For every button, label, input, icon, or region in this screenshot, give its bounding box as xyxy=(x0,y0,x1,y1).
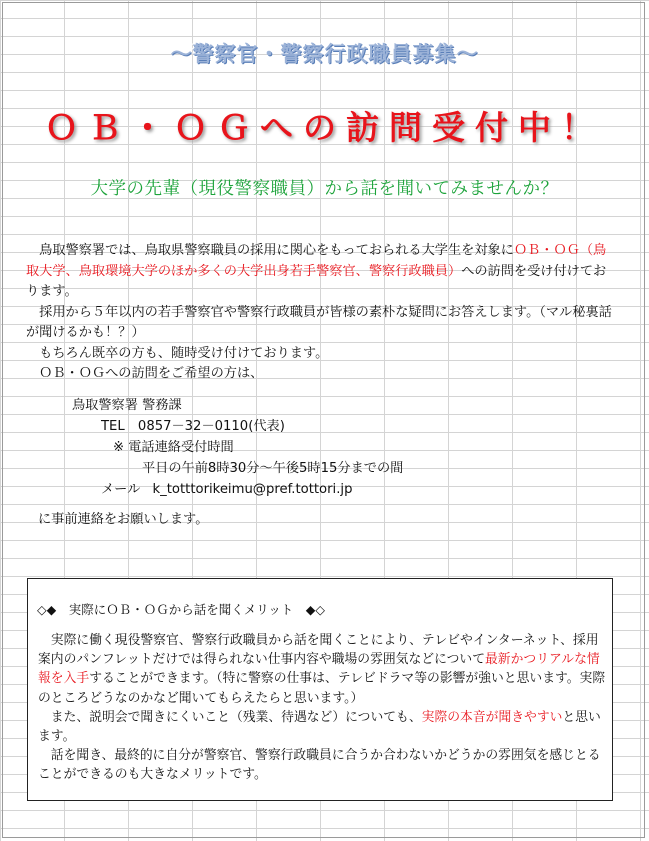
mail-address[interactable]: k_totttorikeimu@pref.tottori.jp xyxy=(152,482,353,497)
contact-office: 鳥取警察署 警務課 xyxy=(72,398,182,413)
intro-paragraph-3: もちろん既卒の方も、随時受け付けております。 xyxy=(26,345,329,361)
contact-hours-label: ※ 電話連絡受付時間 xyxy=(113,440,234,455)
intro-paragraph-1: 鳥取警察署では、鳥取県警察職員の採用に関心をもっておられる大学生を対象にＯＢ・ＯＧ（鳥取大学、鳥取環境大学のほか多くの大学出身若手警察官、警察行政職員）への訪問を受け付けております。 xyxy=(26,243,607,299)
contact-phone[interactable]: TEL 0857－32－0110(代表) xyxy=(101,419,285,434)
intro-paragraph-4: ＯＢ・ＯＧへの訪問をご希望の方は、 xyxy=(26,366,264,381)
intro-text xyxy=(26,241,616,385)
merit-box xyxy=(27,578,613,801)
merit-paragraph-2: また、説明会で聞きにくいこと（残業、待遇など）についても、実際の本音が聞きやすいと思います。 xyxy=(38,709,601,745)
contact-hours: 平日の午前8時30分～午後5時15分までの間 xyxy=(142,461,404,476)
merit-paragraph-3: 話を聞き、最終的に自分が警察官、警察行政職員に合うか合わないかどうかの雰囲気を感じとることができるのも大きなメリットです。 xyxy=(38,748,601,783)
merit-title: ◇◆ 実際にＯＢ・ＯＧから話を聞くメリット ◆◇ xyxy=(37,602,325,617)
headline: ＯＢ・ＯＧへの訪問受付中！ xyxy=(45,108,604,147)
merit-body xyxy=(38,631,606,785)
recruitment-subtitle: ～警察官・警察行政職員募集～ xyxy=(170,42,479,66)
mail-label: メール xyxy=(101,482,141,497)
highlight-latest-info: 最新かつリアルな情報を入手 xyxy=(38,652,600,687)
intro-paragraph-2: 採用から５年以内の若手警察官や警察行政職員が皆様の素朴な疑問にお答えします。（マル秘裏話が聞けるかも！？） xyxy=(26,304,612,340)
highlight-honest-answers: 実際の本音が聞きやすい xyxy=(421,709,563,725)
tagline: 大学の先輩（現役警察職員）から話を聞いてみませんか？ xyxy=(90,179,559,199)
contact-mail-row xyxy=(101,479,352,500)
merit-paragraph-1: 実際に働く現役警察官、警察行政職員から話を聞くことにより、テレビやインターネット、採用案内のパンフレットだけでは得られない仕事内容や職場の雰囲気などについて最新かつリアルな情報を入手することができます。（特に警察の仕事は、テレビドラマ等の影響が強いと思います。実際のところどうなのかなど聞いてもらえたらと思います。） xyxy=(38,633,606,706)
closing-text: に事前連絡をお願いします。 xyxy=(38,512,209,527)
highlight-ob-og: ＯＢ・ＯＧ（鳥取大学、鳥取環境大学のほか多くの大学出身若手警察官、警察行政職員） xyxy=(26,243,607,279)
